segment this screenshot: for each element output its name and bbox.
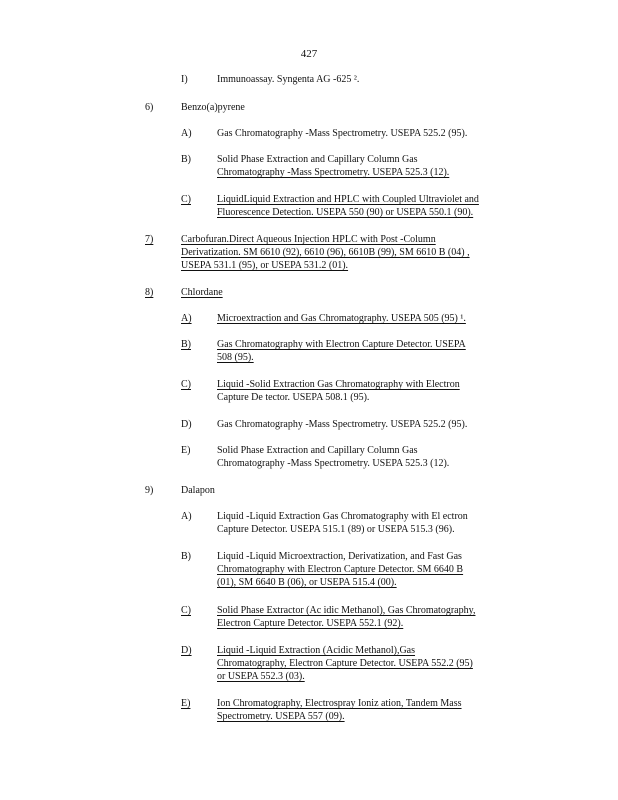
- section-7-line-3: USEPA 531.1 (95), or USEPA 531.2 (01).: [181, 260, 349, 271]
- section-8b-line-2: 508 (95).: [217, 352, 254, 363]
- section-9d-line-2: Chromatography, Electron Capture Detector. USEPA 552.2 (95): [217, 658, 473, 669]
- section-9-number: 9): [145, 485, 154, 496]
- section-8a-label: A): [181, 313, 192, 324]
- section-9c-line-2: Electron Capture Detector. USEPA 552.1 (92).: [217, 618, 404, 629]
- section-6-title: Benzo(a)pyrene: [181, 102, 245, 113]
- section-6c-label: C): [181, 194, 191, 205]
- section-7-number: 7): [145, 234, 154, 245]
- section-9b-line-2: Chromatography with Electron Capture Detector. SM 6640 B: [217, 564, 464, 575]
- section-9e-line-2: Spectrometry. USEPA 557 (09).: [217, 711, 345, 722]
- section-9b-line-3: (01), SM 6640 B (06), or USEPA 515.4 (00).: [217, 577, 397, 588]
- section-9a-line-2: Capture Detector. USEPA 515.1 (89) or USEPA 515.3 (96).: [217, 524, 455, 535]
- section-9a-label: A): [181, 511, 192, 522]
- section-9d-label: D): [181, 645, 192, 656]
- section-9c-line-1: Solid Phase Extractor (Ac idic Methanol), Gas Chromatography,: [217, 605, 476, 616]
- section-7-line-2: Derivatization. SM 6610 (92), 6610 (96), 6610B (99), SM 6610 B (04) ,: [181, 247, 470, 258]
- section-8d-label: D): [181, 419, 192, 430]
- section-6c-line-2: Fluorescence Detection. USEPA 550 (90) or USEPA 550.1 (90).: [217, 207, 474, 218]
- section-9a-line-1: Liquid -Liquid Extraction Gas Chromatography with El ectron: [217, 511, 468, 522]
- section-8-title: Chlordane: [181, 287, 223, 298]
- section-6b-line-2: Chromatography -Mass Spectrometry. USEPA 525.3 (12).: [217, 167, 450, 178]
- section-9b-line-1: Liquid -Liquid Microextraction, Derivatization, and Fast Gas: [217, 551, 462, 562]
- section-9d-line-3: or USEPA 552.3 (03).: [217, 671, 305, 682]
- section-9e-label: E): [181, 698, 191, 709]
- section-8c-line-2: Capture De tector. USEPA 508.1 (95).: [217, 392, 370, 403]
- section-8e-label: E): [181, 445, 191, 456]
- section-9c-label: C): [181, 605, 191, 616]
- section-6c-line-1: LiquidLiquid Extraction and HPLC with Coupled Ultraviolet and: [217, 194, 479, 205]
- section-9b-label: B): [181, 551, 191, 562]
- section-8d-line-1: Gas Chromatography -Mass Spectrometry. USEPA 525.2 (95).: [217, 419, 468, 430]
- section-8c-line-1: Liquid -Solid Extraction Gas Chromatography with Electron: [217, 379, 460, 390]
- section-9-title: Dalapon: [181, 485, 215, 496]
- page-number: 427: [300, 48, 318, 60]
- section-6-number: 6): [145, 102, 154, 113]
- section-8e-line-2: Chromatography -Mass Spectrometry. USEPA 525.3 (12).: [217, 458, 450, 469]
- section-6a-label: A): [181, 128, 192, 139]
- section-8a-line-1: Microextraction and Gas Chromatography. USEPA 505 (95) ¹.: [217, 313, 466, 324]
- section-8-number: 8): [145, 287, 154, 298]
- section-9d-line-1: Liquid -Liquid Extraction (Acidic Methanol),Gas: [217, 645, 416, 656]
- section-9e-line-1: Ion Chromatography, Electrospray Ioniz ation, Tandem Mass: [217, 698, 462, 709]
- section-8b-line-1: Gas Chromatography with Electron Capture Detector. USEPA: [217, 339, 466, 350]
- section-6a-line-1: Gas Chromatography -Mass Spectrometry. USEPA 525.2 (95).: [217, 128, 468, 139]
- section-8c-label: C): [181, 379, 191, 390]
- section-6b-line-1: Solid Phase Extraction and Capillary Column Gas: [217, 154, 418, 165]
- item-label-i: I): [181, 74, 188, 85]
- section-8e-line-1: Solid Phase Extraction and Capillary Column Gas: [217, 445, 418, 456]
- section-6b-label: B): [181, 154, 191, 165]
- item-i-text: Immunoassay. Syngenta AG -625 ².: [217, 74, 360, 85]
- section-8b-label: B): [181, 339, 191, 350]
- section-7-line-1: Carbofuran.Direct Aqueous Injection HPLC with Post -Column: [181, 234, 436, 245]
